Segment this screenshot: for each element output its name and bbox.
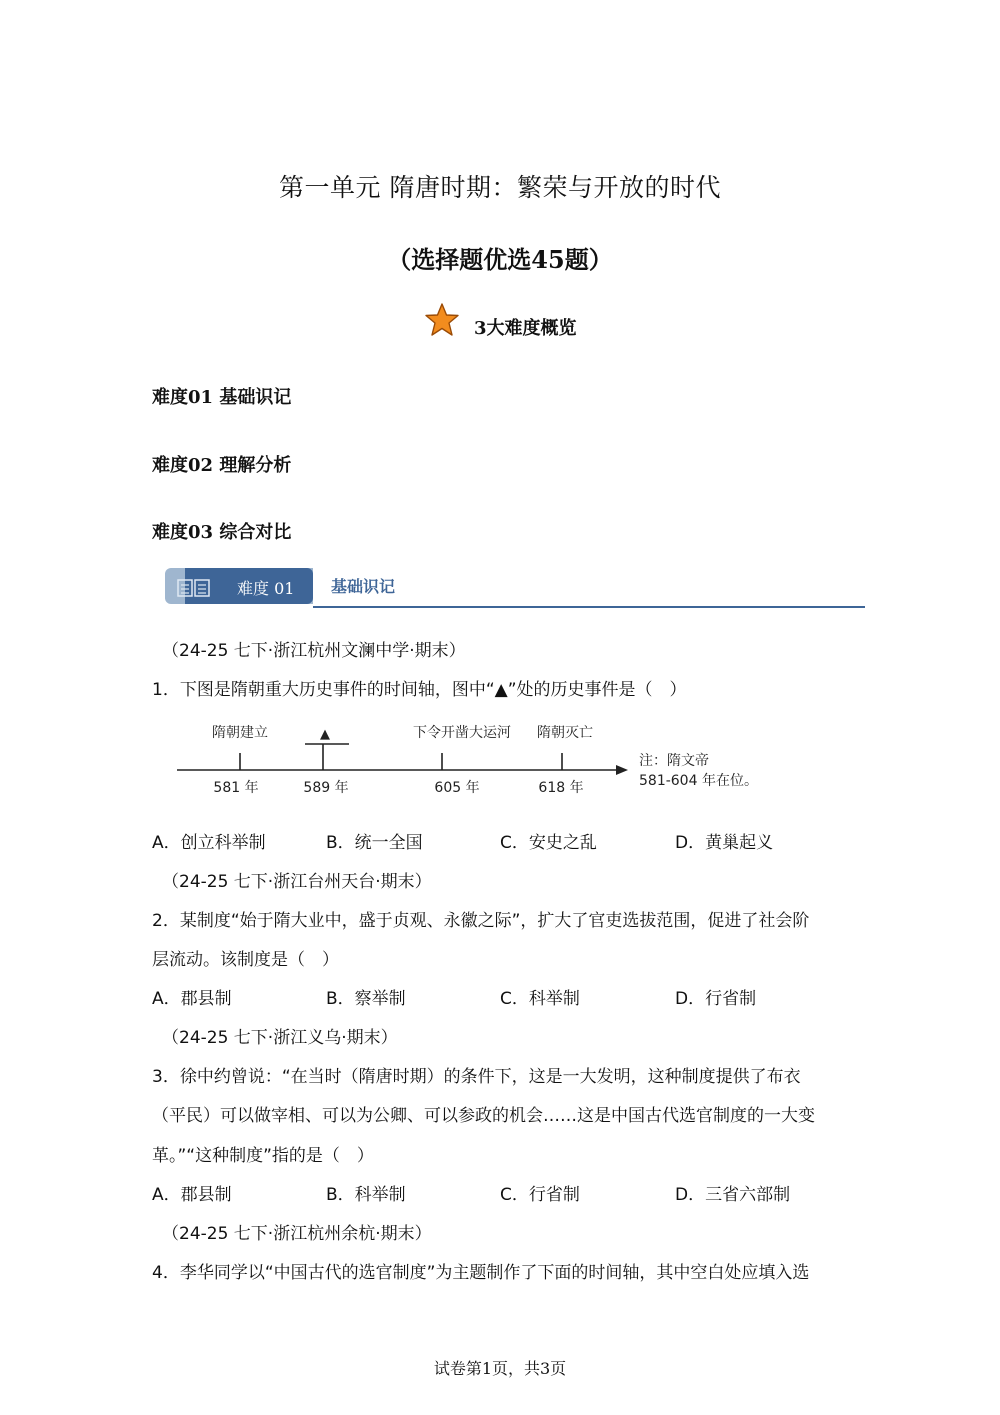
timeline-figure xyxy=(170,716,770,802)
option-c[interactable]: C．行省制 xyxy=(500,1185,580,1205)
document-icon xyxy=(177,578,211,598)
document-subtitle: （选择题优选45题） xyxy=(387,245,613,274)
option-b[interactable]: B．统一全国 xyxy=(326,833,423,853)
level-item-03: 难度03 综合对比 xyxy=(152,522,292,543)
banner-category: 基础识记 xyxy=(331,577,396,596)
option-c[interactable]: C．科举制 xyxy=(500,989,580,1009)
question-3-stem-line: 革。”“这种制度”指的是（ ） xyxy=(152,1146,374,1166)
question-3-source: （24-25 七下·浙江义乌·期末） xyxy=(162,1028,398,1048)
overview-label: 3大难度概览 xyxy=(474,318,577,339)
option-d[interactable]: D．黄巢起义 xyxy=(675,833,774,853)
timeline-event-label: 下令开凿大运河 xyxy=(413,725,511,741)
timeline-year-label: 618 年 xyxy=(538,780,584,796)
timeline-year-label: 589 年 xyxy=(303,780,349,796)
option-b[interactable]: B．察举制 xyxy=(326,989,406,1009)
document-title: 第一单元 隋唐时期：繁荣与开放的时代 xyxy=(279,173,721,202)
question-2-source: （24-25 七下·浙江台州天台·期末） xyxy=(162,872,432,892)
timeline-event-label: ▲ xyxy=(320,727,330,742)
option-d[interactable]: D．行省制 xyxy=(675,989,757,1009)
question-1-source: （24-25 七下·浙江杭州文澜中学·期末） xyxy=(162,641,466,661)
timeline-event-label: 隋朝建立 xyxy=(212,725,268,741)
timeline-event-label: 隋朝灭亡 xyxy=(537,725,593,741)
question-3-stem-line: （平民）可以做宰相、可以为公卿、可以参政的机会……这是中国古代选官制度的一大变 xyxy=(152,1106,815,1126)
option-a[interactable]: A．郡县制 xyxy=(152,989,232,1009)
question-2-stem-line: 2．某制度“始于隋大业中，盛于贞观、永徽之际”，扩大了官吏选拔范围，促进了社会阶 xyxy=(152,911,810,931)
timeline-arrow-icon xyxy=(616,765,628,775)
option-d[interactable]: D．三省六部制 xyxy=(675,1185,791,1205)
page-footer: 试卷第1页，共3页 xyxy=(433,1359,567,1378)
timeline-note-line: 581-604 年在位。 xyxy=(639,773,758,789)
question-4-stem-line: 4．李华同学以“中国古代的选官制度”为主题制作了下面的时间轴，其中空白处应填入选 xyxy=(152,1263,810,1283)
banner-underline xyxy=(313,606,865,608)
question-1-stem: 1．下图是隋朝重大历史事件的时间轴，图中“▲”处的历史事件是（ ） xyxy=(152,680,687,700)
star-icon xyxy=(424,302,460,338)
timeline-note-line: 注：隋文帝 xyxy=(639,753,709,769)
question-3-stem-line: 3．徐中约曾说：“在当时（隋唐时期）的条件下，这是一大发明，这种制度提供了布衣 xyxy=(152,1067,801,1087)
question-2-stem-line: 层流动。该制度是（ ） xyxy=(152,950,339,970)
timeline-year-label: 581 年 xyxy=(213,780,259,796)
banner-tab-label: 难度 01 xyxy=(237,579,295,598)
section-banner xyxy=(165,568,865,608)
option-c[interactable]: C．安史之乱 xyxy=(500,833,597,853)
timeline-year-label: 605 年 xyxy=(434,780,480,796)
option-a[interactable]: A．郡县制 xyxy=(152,1185,232,1205)
level-item-01: 难度01 基础识记 xyxy=(152,387,292,408)
option-a[interactable]: A．创立科举制 xyxy=(152,833,266,853)
level-item-02: 难度02 理解分析 xyxy=(152,455,292,476)
question-4-source: （24-25 七下·浙江杭州余杭·期末） xyxy=(162,1224,432,1244)
option-b[interactable]: B．科举制 xyxy=(326,1185,406,1205)
difficulty-overview xyxy=(424,300,577,340)
